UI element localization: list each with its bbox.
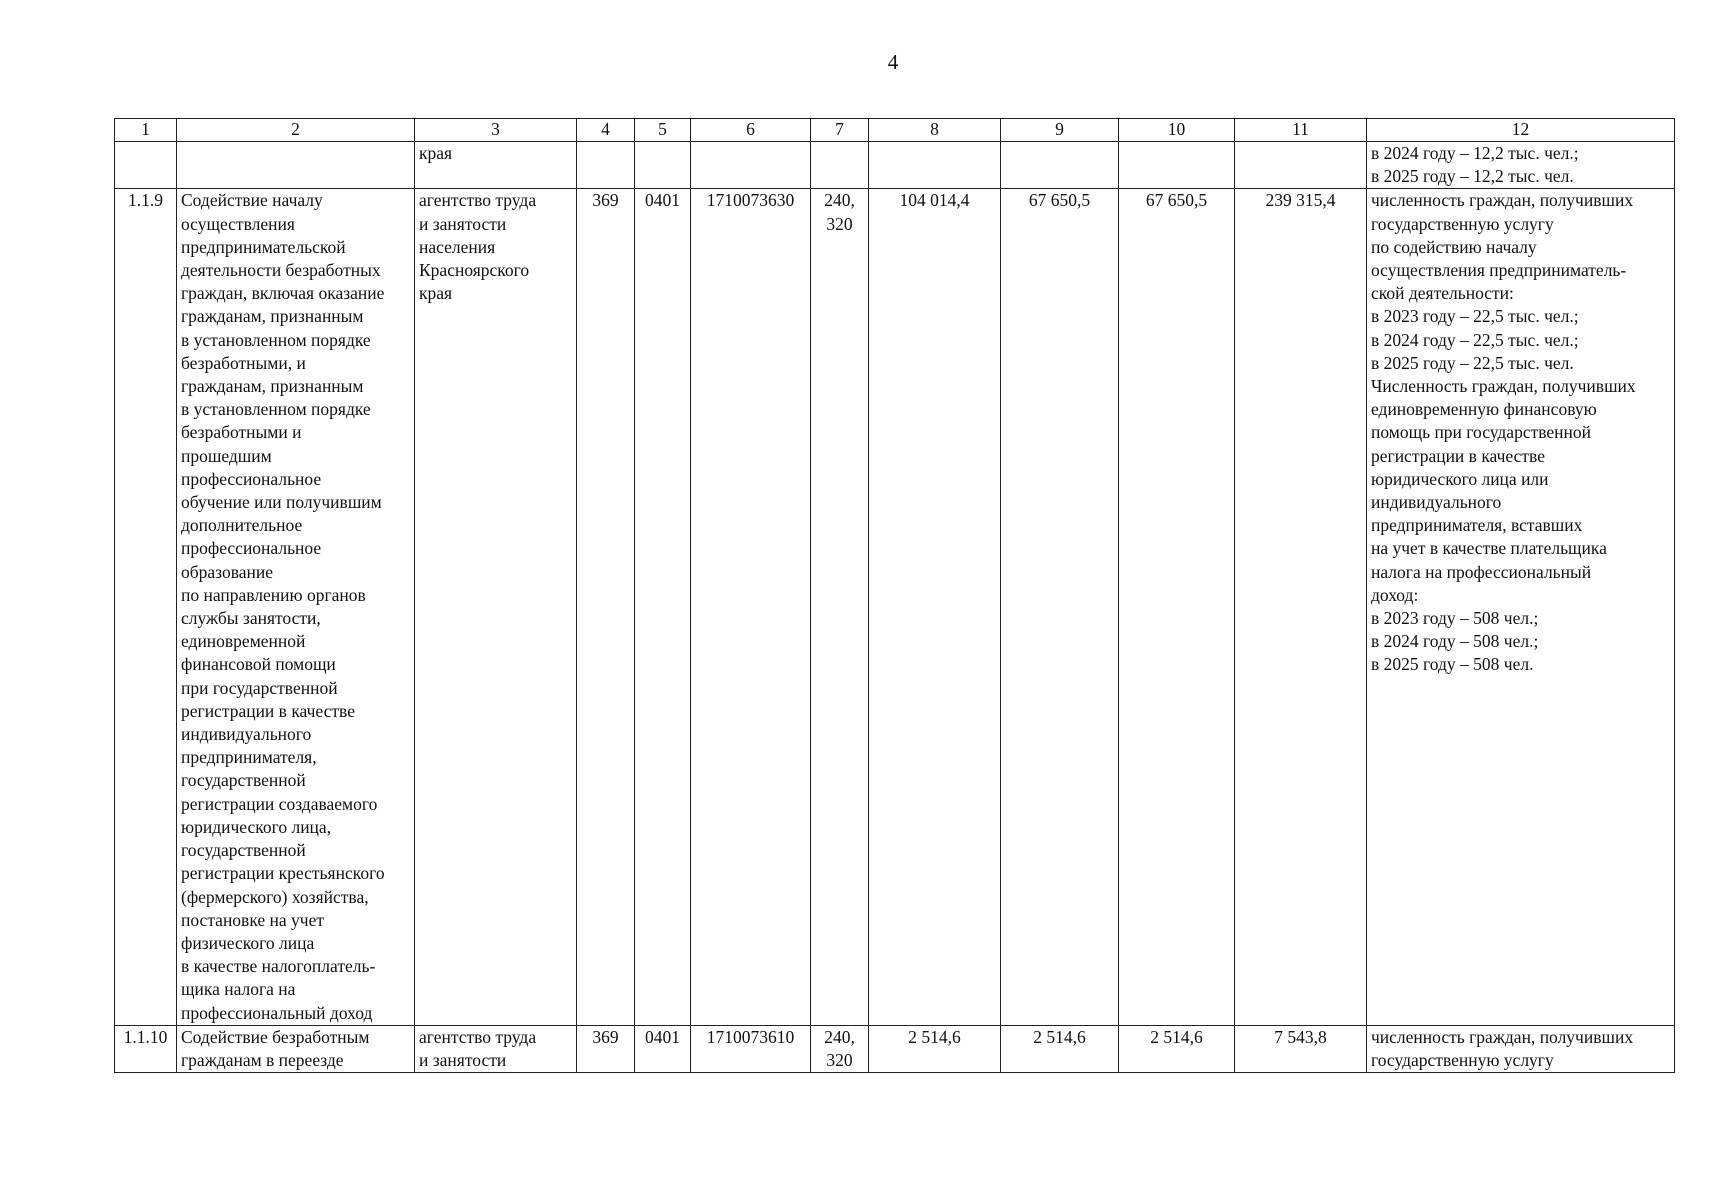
expected-result: численность граждан, получивших государственную услугу по содействию началу осуществления предприниматель- ской деятельности: в 2023 году – 22,5 тыс. чел.; в 2024 году – 22,5 тыс. чел.; в 2025 году – 22,5 тыс. чел. Численность граждан, получивших единовременную финансовую помощь при государственной регистрации в качестве юридического лица или индивидуального предпринимателя, вставших на учет в качестве плательщика налога на профессиональный доход: в 2023 году – 508 чел.; в 2024 году – 508 чел.; в 2025 году – 508 чел. — [1367, 189, 1675, 1025]
column-number: 4 — [577, 119, 635, 142]
column-number: 6 — [691, 119, 811, 142]
table-row — [115, 1025, 1675, 1072]
section-code: 0401 — [635, 189, 691, 1025]
column-number: 7 — [811, 119, 869, 142]
column-number: 9 — [1001, 119, 1119, 142]
column-number: 2 — [177, 119, 415, 142]
grbs-code — [577, 142, 635, 189]
amount-year-2 — [1001, 142, 1119, 189]
expense-type-code: 240, 320 — [811, 1025, 869, 1072]
amount-total — [1235, 142, 1367, 189]
amount-year-1 — [869, 142, 1001, 189]
row-number — [115, 142, 177, 189]
amount-year-2: 67 650,5 — [1001, 189, 1119, 1025]
target-article-code — [691, 142, 811, 189]
row-number: 1.1.9 — [115, 189, 177, 1025]
amount-year-3: 67 650,5 — [1119, 189, 1235, 1025]
executor: агентство труда и занятости населения Красноярского края — [415, 189, 577, 1025]
measure-name — [177, 142, 415, 189]
column-number: 3 — [415, 119, 577, 142]
amount-year-1: 2 514,6 — [869, 1025, 1001, 1072]
amount-year-3: 2 514,6 — [1119, 1025, 1235, 1072]
expected-result: численность граждан, получивших государственную услугу — [1367, 1025, 1675, 1072]
column-number: 10 — [1119, 119, 1235, 142]
table-row — [115, 189, 1675, 1025]
column-number: 8 — [869, 119, 1001, 142]
expense-type-code — [811, 142, 869, 189]
measure-name: Содействие безработным гражданам в переезде — [177, 1025, 415, 1072]
target-article-code: 1710073610 — [691, 1025, 811, 1072]
amount-year-2: 2 514,6 — [1001, 1025, 1119, 1072]
measure-name: Содействие началу осуществления предпринимательской деятельности безработных граждан, включая оказание гражданам, признанным в установленном порядке безработными, и гражданам, признанным в установленном порядке безработными и прошедшим профессиональное обучение или получившим дополнительное профессиональное образование по направлению органов службы занятости, единовременной финансовой помощи при государственной регистрации в качестве индивидуального предпринимателя, государственной регистрации создаваемого юридического лица, государственной регистрации крестьянского (фермерского) хозяйства, постановке на учет физического лица в качестве налогоплатель- щика налога на профессиональный доход — [177, 189, 415, 1025]
amount-year-3 — [1119, 142, 1235, 189]
column-number: 12 — [1367, 119, 1675, 142]
budget-table — [114, 118, 1675, 1073]
column-number-row — [115, 119, 1675, 142]
expected-result: в 2024 году – 12,2 тыс. чел.; в 2025 году – 12,2 тыс. чел. — [1367, 142, 1675, 189]
grbs-code: 369 — [577, 189, 635, 1025]
amount-year-1: 104 014,4 — [869, 189, 1001, 1025]
executor: агентство труда и занятости — [415, 1025, 577, 1072]
column-number: 5 — [635, 119, 691, 142]
section-code: 0401 — [635, 1025, 691, 1072]
page-number: 4 — [887, 50, 899, 74]
column-number: 11 — [1235, 119, 1367, 142]
table-row — [115, 142, 1675, 189]
grbs-code: 369 — [577, 1025, 635, 1072]
column-number: 1 — [115, 119, 177, 142]
amount-total: 239 315,4 — [1235, 189, 1367, 1025]
target-article-code: 1710073630 — [691, 189, 811, 1025]
section-code — [635, 142, 691, 189]
row-number: 1.1.10 — [115, 1025, 177, 1072]
executor: края — [415, 142, 577, 189]
expense-type-code: 240, 320 — [811, 189, 869, 1025]
amount-total: 7 543,8 — [1235, 1025, 1367, 1072]
